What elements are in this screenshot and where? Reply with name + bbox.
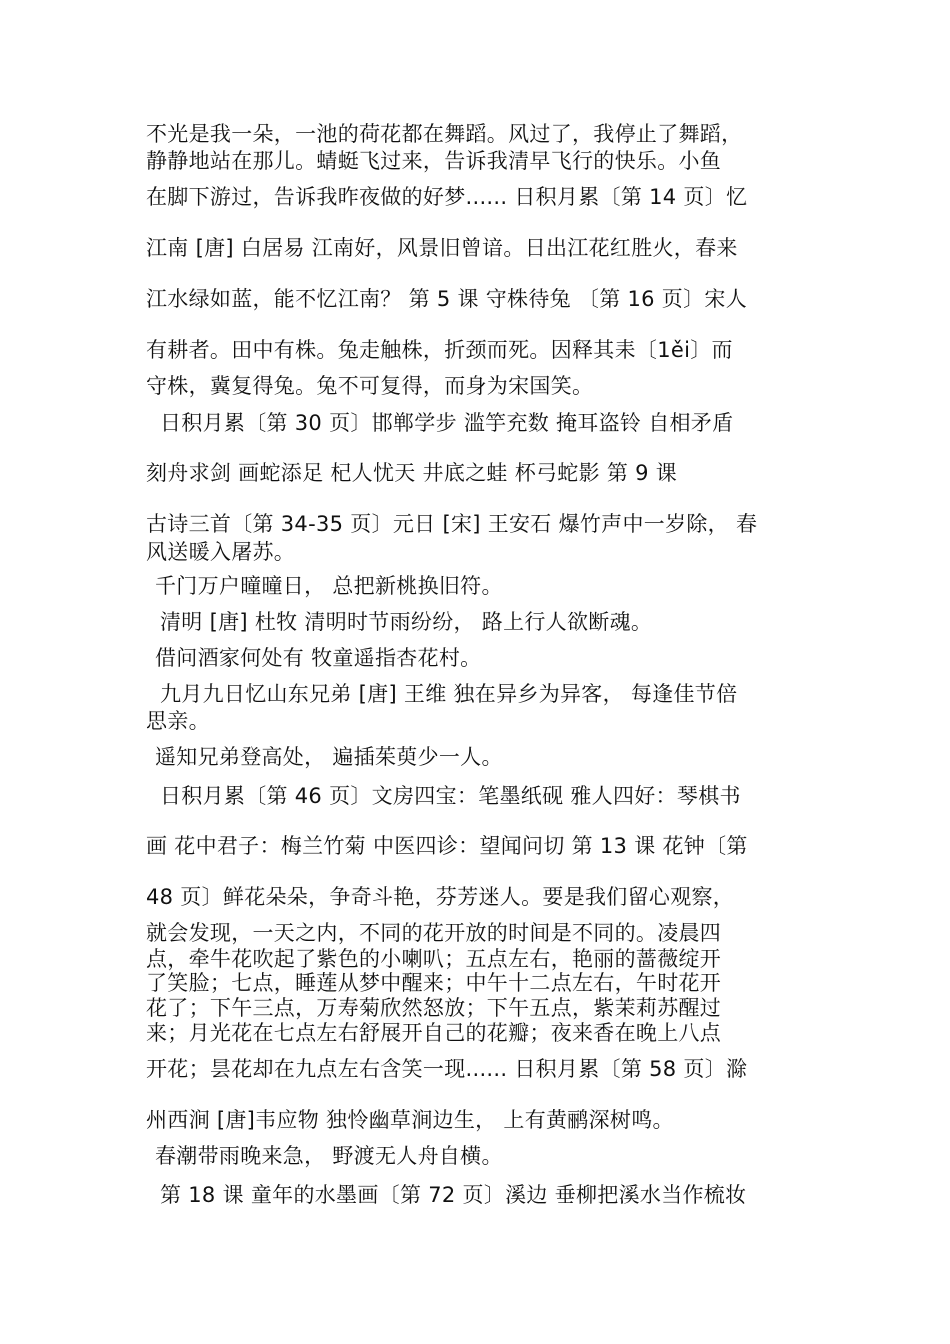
text-line: 48 页〕鲜花朵朵，争奇斗艳，芬芳迷人。要是我们留心观察， (146, 885, 735, 909)
text-line: 了笑脸；七点，睡莲从梦中醒来；中午十二点左右，午时花开 (146, 971, 722, 995)
text-line: 花了；下午三点，万寿菊欣然怒放；下午五点，紫茉莉苏醒过 (146, 996, 722, 1020)
text-line: 有耕者。田中有株。兔走触株，折颈而死。因释其耒〔1ěi〕而 (146, 338, 733, 362)
text-line: 不光是我一朵，一池的荷花都在舞蹈。风过了，我停止了舞蹈， (146, 122, 743, 146)
text-line: 就会发现，一天之内，不同的花开放的时间是不同的。凌晨四 (146, 921, 722, 945)
text-line: 思亲。 (146, 709, 210, 733)
text-line: 第 18 课 童年的水墨画〔第 72 页〕溪边 垂柳把溪水当作梳妆 (160, 1183, 747, 1207)
text-line: 江南 [唐] 白居易 江南好，风景旧曾谙。日出江花红胜火，春来 (146, 236, 738, 260)
text-line: 静静地站在那儿。蜻蜓飞过来，告诉我清早飞行的快乐。小鱼 (146, 149, 722, 173)
text-line: 在脚下游过，告诉我昨夜做的好梦...... 日积月累〔第 14 页〕忆 (146, 185, 748, 209)
text-line: 古诗三首〔第 34-35 页〕元日 [宋] 王安石 爆竹声中一岁除， 春 (146, 512, 758, 536)
text-line: 来；月光花在七点左右舒展开自己的花瓣；夜来香在晚上八点 (146, 1021, 722, 1045)
text-line: 春潮带雨晚来急， 野渡无人舟自横。 (155, 1144, 503, 1168)
text-line: 江水绿如蓝，能不忆江南？ 第 5 课 守株待兔 〔第 16 页〕宋人 (146, 287, 748, 311)
text-line: 州西涧 [唐]韦应物 独怜幽草涧边生， 上有黄鹂深树鸣。 (146, 1108, 674, 1132)
text-line: 九月九日忆山东兄弟 [唐] 王维 独在异乡为异客， 每逢佳节倍 (160, 682, 738, 706)
text-line: 点，牵牛花吹起了紫色的小喇叭；五点左右，艳丽的蔷薇绽开 (146, 947, 722, 971)
text-line: 日积月累〔第 30 页〕邯郸学步 滥竽充数 掩耳盗铃 自相矛盾 (160, 411, 734, 435)
text-line: 千门万户曈曈日， 总把新桃换旧符。 (155, 574, 503, 598)
text-line: 开花；昙花却在九点左右含笑一现...... 日积月累〔第 58 页〕滁 (146, 1057, 748, 1081)
text-line: 清明 [唐] 杜牧 清明时节雨纷纷， 路上行人欲断魂。 (160, 610, 653, 634)
text-line: 画 花中君子：梅兰竹菊 中医四诊：望闻问切 第 13 课 花钟〔第 (146, 834, 748, 858)
text-line: 守株，冀复得兔。兔不可复得，而身为宋国笑。 (146, 374, 594, 398)
text-line: 日积月累〔第 46 页〕文房四宝：笔墨纸砚 雅人四好：琴棋书 (160, 784, 741, 808)
text-line: 刻舟求剑 画蛇添足 杞人忧天 井底之蛙 杯弓蛇影 第 9 课 (146, 461, 678, 485)
text-line: 遥知兄弟登高处， 遍插茱萸少一人。 (155, 745, 503, 769)
text-line: 风送暖入屠苏。 (146, 540, 296, 564)
text-line: 借问酒家何处有 牧童遥指杏花村。 (155, 646, 482, 670)
